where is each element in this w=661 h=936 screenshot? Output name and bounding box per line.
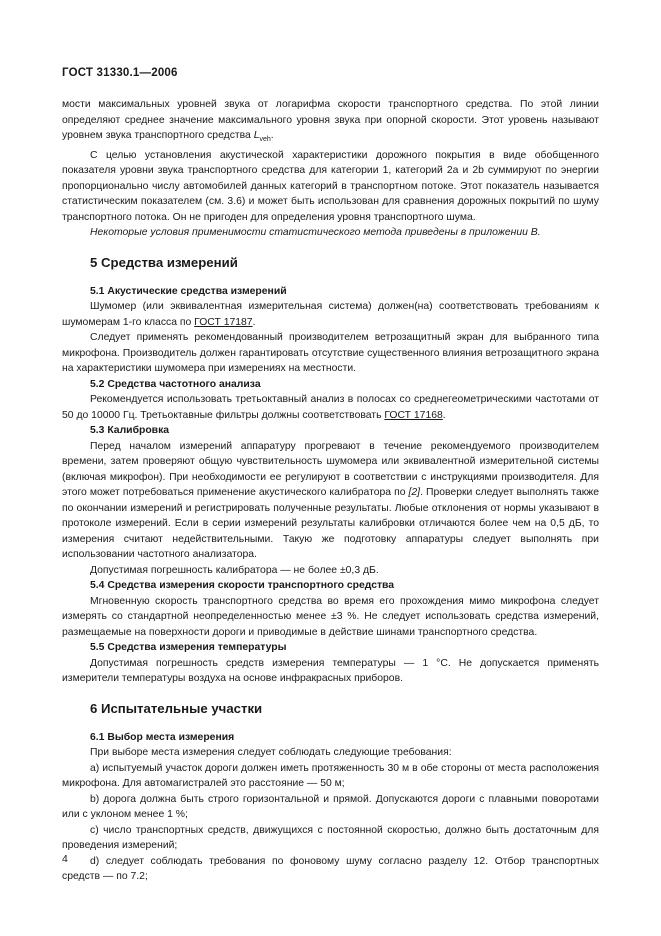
list-item: а) испытуемый участок дороги должен иметь протяженность 30 м в обе стороны от места расположения микрофона. Для автомагистралей это расстояние — 50 м; [62,762,599,790]
subsection-5-2-heading: 5.2 Средства частотного анализа [90,378,261,390]
document-header: ГОСТ 31330.1—2006 [62,67,178,79]
paragraph [62,439,599,563]
paragraph-text: Шумомер (или эквивалентная измерительная система) должен(на) соответствовать требованиям к шумомерам 1-го класса по [62,301,599,328]
list-item: c) число транспортных средств, движущихся с постоянной скоростью, должно быть достаточным для проведения измерений; [62,824,599,852]
paragraph [62,392,599,423]
subsection-6-1-heading: 6.1 Выбор места измерения [90,731,235,743]
paragraph: С целью установления акустической характеристики дорожного покрытия в виде обобщенного показателя уровни звука транспортного средства для категории 1, категорий 2a и 2b суммируют по энергии пропорционально числу автомобилей данных категорий в транспортном потоке. Этот показатель называется статистическим показателем (см. 3.6) и может быть использован для сравнения дорожных покрытий по шуму транспортного потока. Он не пригоден для определения уровня транспортного шума. [62,149,599,223]
paragraph-text: Перед началом измерений аппаратуру прогревают в течение рекомендуемого производителем времени, затем проверяют общую чувствительность шумомера или эквивалентной измерительной системы (включая микрофон). При необходимости ее регулируют в соответствии с инструкциями производителя. Для этого может потребоваться применение акустического калибратора по [62,440,599,499]
paragraph [62,97,599,148]
list-item: d) следует соблюдать требования по фоновому шуму согласно разделу 12. Отбор транспортных средств — по 7.2; [62,855,599,883]
paragraph: Допустимая погрешность калибратора — не более ±0,3 дБ. [90,564,379,576]
section-5-heading: 5 Средства измерений [90,254,238,270]
paragraph: Мгновенную скорость транспортного средства во время его прохождения мимо микрофона следует измерять со стандартной неопределенностью менее ±3 %. Не следует использовать средства измерений, размещаемые на поверхности дороги и приводимые в действие шинами транспортного средства. [62,595,599,638]
document-body [62,97,599,885]
paragraph [62,299,599,330]
note-paragraph: Некоторые условия применимости статистического метода приведены в приложении В. [90,227,541,239]
section-6-heading: 6 Испытательные участки [90,700,263,716]
bibliography-reference: [2] [408,487,421,499]
paragraph: Следует применять рекомендованный производителем ветрозащитный экран для выбранного типа микрофона. Производитель должен гарантировать отсутствие существенного влияния ветрозащитного экрана на характеристики шумомера при измерениях на местности. [62,332,599,375]
paragraph-text: . Проверки следует выполнять также по окончании измерений и регистрировать полученные результаты. Любые отклонения от нормы указывают в протоколе измерений. Если в серии измерений результаты калибровки отличаются более чем на 0,5 дБ, то измерения считают недействительными. Такую же подготовку аппаратуры следует выполнять при использовании частотного анализатора. [62,487,599,561]
paragraph-text: мости максимальных уровней звука от логарифма скорости транспортного средства. По этой линии определяют среднее значение максимального уровня звука при опорной скорости. Этот уровень называют уровнем звука транспортного средства [62,99,599,141]
gost-17168-link[interactable]: ГОСТ 17168 [384,409,443,421]
punct: . [252,316,256,328]
subscript: veh [259,136,271,144]
gost-17187-link[interactable]: ГОСТ 17187 [194,316,253,328]
paragraph-text: Рекомендуется использовать третьоктавный анализ в полосах со среднегеометрическими частотами от 50 до 10000 Гц. Третьоктавные фильтры должны соответствовать [62,394,599,421]
paragraph: Допустимая погрешность средств измерения температуры — 1 °С. Не допускается применять измерители температуры воздуха на основе инфракрасных приборов. [62,657,599,685]
punct: . [270,130,274,141]
list-item: b) дорога должна быть строго горизонтальной и прямой. Допускаются дороги с плавными поворотами или с уклоном менее 1 %; [62,793,599,821]
subsection-5-1-heading: 5.1 Акустические средства измерений [90,285,287,297]
punct: . [442,409,446,421]
subsection-5-4-heading: 5.4 Средства измерения скорости транспортного средства [90,580,395,592]
page-number: 4 [62,854,68,865]
subsection-5-3-heading: 5.3 Калибровка [90,425,170,437]
paragraph: При выборе места измерения следует соблюдать следующие требования: [90,747,452,759]
symbol: L [253,130,260,141]
subsection-5-5-heading: 5.5 Средства измерения температуры [90,642,287,654]
